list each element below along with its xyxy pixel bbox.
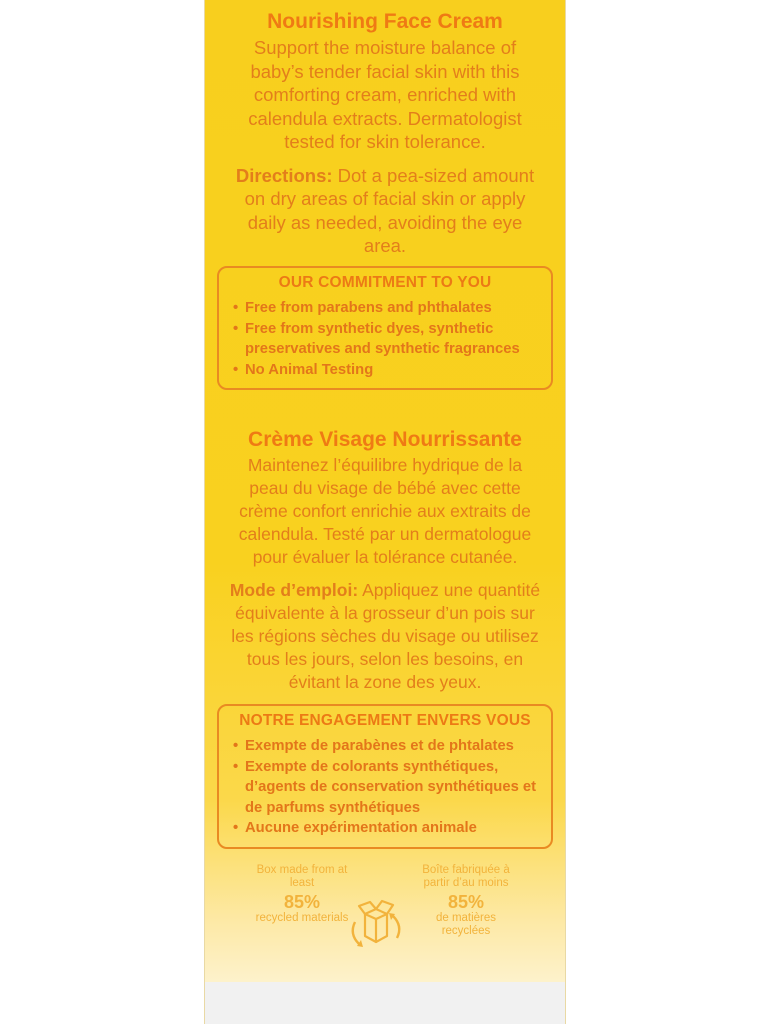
- directions-text-fr: Appliquez une quantité équivalente à la grosseur d’un pois sur les régions sèches du visage ou utilisez tous les jours, selon les besoins, en évitant la zone des yeux.: [231, 580, 541, 692]
- directions-label-en: Directions:: [235, 164, 333, 186]
- product-title-en: Nourishing Face Cream: [267, 10, 503, 33]
- list-item: • Free from synthetic dyes, synthetic preservatives and synthetic fragrances: [233, 319, 537, 360]
- list-item: • No Animal Testing: [233, 360, 537, 381]
- recycling-en: [247, 864, 357, 925]
- description-en: Support the moisture balance of baby’s tender facial skin with this comforting cream, enriched with calendula extracts. Dermatologist tested for skin tolerance.: [248, 37, 522, 152]
- description-fr: Maintenez l’équilibre hydrique de la peau du visage de bébé avec cette crème confort enrichie aux extraits de calendula. Testé par un dermatologue pour évaluer la tolérance cutanée.: [238, 455, 532, 567]
- recycling-fr: [411, 864, 521, 938]
- directions-text-en: Dot a pea-sized amount on dry areas of facial skin or apply daily as needed, avoiding the eye area.: [244, 164, 535, 256]
- package-panel: [204, 0, 566, 1024]
- recycling-fr-bottom: de matières recyclées: [435, 912, 497, 937]
- commitment-list-en: [233, 298, 537, 380]
- commitment-box-fr: [217, 704, 553, 849]
- recycled-box-icon: [345, 892, 407, 954]
- list-item: • Exempte de parabènes et de phtalates: [233, 736, 537, 757]
- recycling-en-top: Box made from at least: [256, 864, 348, 889]
- english-section: [205, 10, 565, 258]
- recycling-fr-percent: 85%: [447, 892, 485, 912]
- list-item: • Free from parabens and phthalates: [233, 298, 537, 319]
- recycling-info: [205, 864, 565, 964]
- french-section: [205, 428, 565, 694]
- box-bottom-strip: [205, 982, 565, 1024]
- commitment-title-en: OUR COMMITMENT TO YOU: [278, 274, 492, 291]
- recycling-en-bottom: recycled materials: [255, 912, 349, 924]
- recycling-en-percent: 85%: [283, 892, 321, 912]
- list-item: • Aucune expérimentation animale: [233, 818, 537, 839]
- directions-en: [227, 164, 543, 258]
- directions-fr: [227, 579, 543, 694]
- commitment-box-en: [217, 266, 553, 390]
- directions-label-fr: Mode d’emploi:: [229, 580, 359, 600]
- list-item: • Exempte de colorants synthétiques, d’agents de conservation synthétiques et de parfums synthétiques: [233, 757, 537, 819]
- recycling-fr-top: Boîte fabriquée à partir d’au moins: [422, 864, 510, 889]
- commitment-list-fr: [233, 736, 537, 839]
- product-title-fr: Crème Visage Nourrissante: [248, 428, 522, 451]
- commitment-title-fr: NOTRE ENGAGEMENT ENVERS VOUS: [239, 712, 531, 729]
